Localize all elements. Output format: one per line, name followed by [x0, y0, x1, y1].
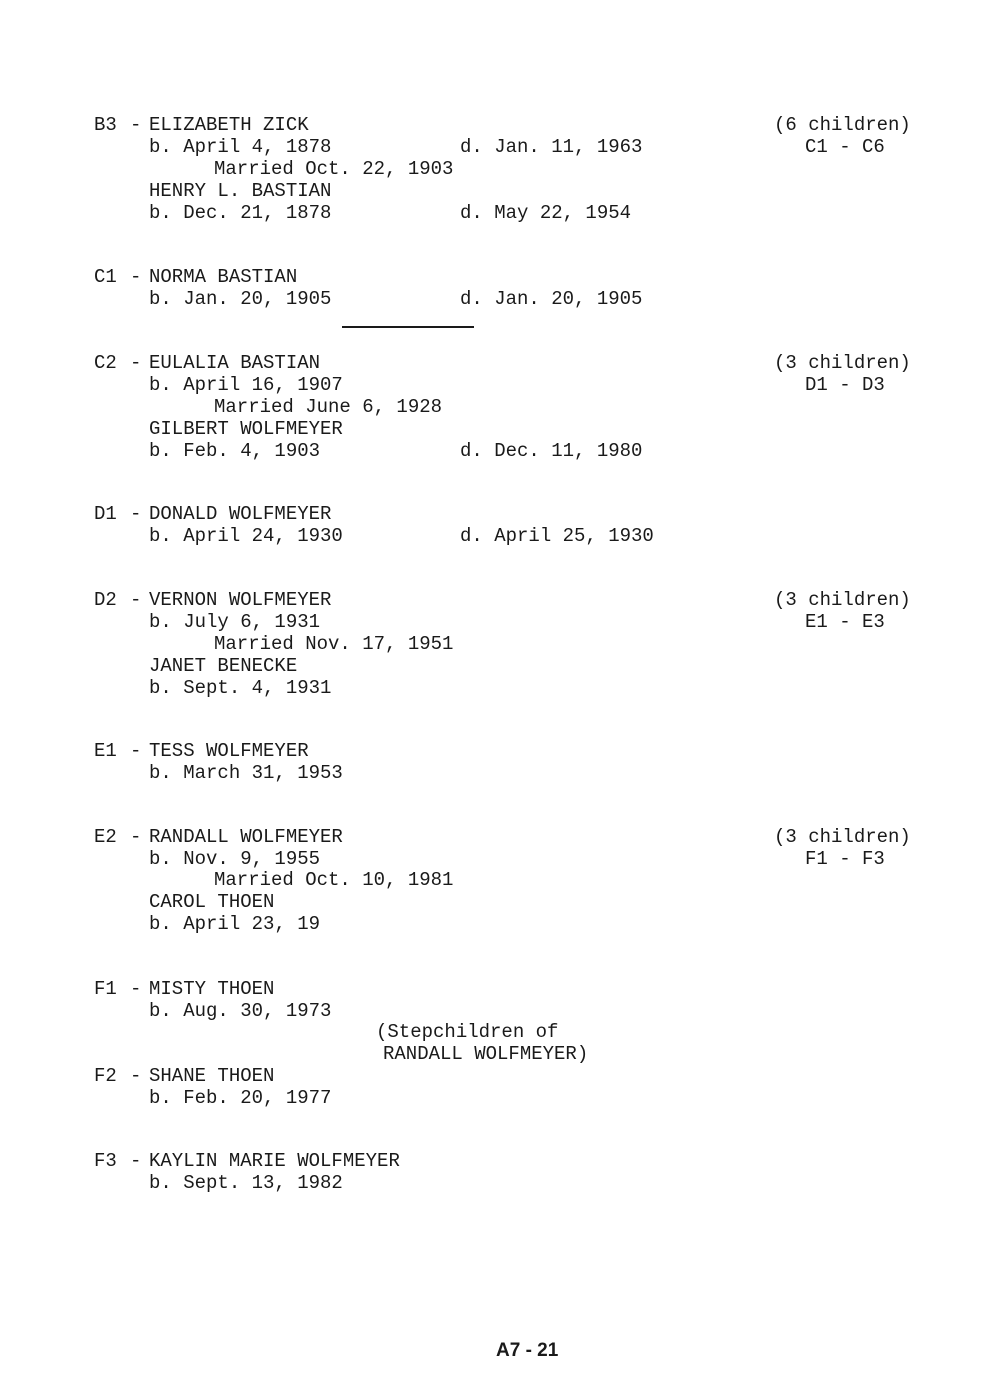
birth-date: b. March 31, 1953 [149, 762, 343, 784]
entry-name: EULALIA BASTIAN [149, 352, 321, 374]
entry-dash: - [130, 826, 142, 848]
entry-name: NORMA BASTIAN [149, 266, 298, 288]
children-count: (3 children) [774, 826, 911, 848]
entry-code: F3 [94, 1150, 117, 1172]
spouse-birth-date: b. Dec. 21, 1878 [149, 202, 332, 224]
entry-name: RANDALL WOLFMEYER [149, 826, 343, 848]
birth-date: b. April 4, 1878 [149, 136, 332, 158]
entry-code: D2 [94, 589, 117, 611]
entry-name: MISTY THOEN [149, 978, 275, 1000]
spouse-death-date: d. May 22, 1954 [460, 202, 632, 224]
entry-dash: - [130, 266, 142, 288]
entry-code: C1 [94, 266, 117, 288]
entry-dash: - [130, 352, 142, 374]
marriage-date: Married Nov. 17, 1951 [214, 633, 454, 655]
entry-name: TESS WOLFMEYER [149, 740, 309, 762]
death-date: d. April 25, 1930 [460, 525, 654, 547]
entry-dash: - [130, 978, 142, 1000]
birth-date: b. Sept. 13, 1982 [149, 1172, 343, 1194]
spouse-name: CAROL THOEN [149, 891, 275, 913]
entry-name: VERNON WOLFMEYER [149, 589, 332, 611]
children-count: (3 children) [774, 352, 911, 374]
spouse-birth-date: b. April 23, 19 [149, 913, 321, 935]
page-number: A7 - 21 [496, 1340, 559, 1361]
spouse-death-date: d. Dec. 11, 1980 [460, 440, 643, 462]
death-date: d. Jan. 20, 1905 [460, 288, 643, 310]
children-range: E1 - E3 [805, 611, 885, 633]
birth-date: b. Feb. 20, 1977 [149, 1087, 332, 1109]
birth-date: b. April 24, 1930 [149, 525, 343, 547]
entry-dash: - [130, 114, 142, 136]
entry-dash: - [130, 740, 142, 762]
entry-dash: - [130, 1065, 142, 1087]
entry-code: C2 [94, 352, 117, 374]
birth-date: b. April 16, 1907 [149, 374, 343, 396]
marriage-date: Married Oct. 10, 1981 [214, 869, 454, 891]
stepchildren-note-parent: RANDALL WOLFMEYER) [383, 1043, 589, 1065]
entry-name: KAYLIN MARIE WOLFMEYER [149, 1150, 400, 1172]
entry-code: F1 [94, 978, 117, 1000]
birth-date: b. Jan. 20, 1905 [149, 288, 332, 310]
children-range: C1 - C6 [805, 136, 885, 158]
spouse-name: HENRY L. BASTIAN [149, 180, 332, 202]
marriage-date: Married June 6, 1928 [214, 396, 443, 418]
entry-code: D1 [94, 503, 117, 525]
children-count: (3 children) [774, 589, 911, 611]
entry-code: E1 [94, 740, 117, 762]
entry-code: F2 [94, 1065, 117, 1087]
entry-name: DONALD WOLFMEYER [149, 503, 332, 525]
birth-date: b. Nov. 9, 1955 [149, 848, 321, 870]
entry-dash: - [130, 503, 142, 525]
section-divider [342, 326, 474, 328]
children-count: (6 children) [774, 114, 911, 136]
spouse-name: JANET BENECKE [149, 655, 298, 677]
entry-name: SHANE THOEN [149, 1065, 275, 1087]
spouse-name: GILBERT WOLFMEYER [149, 418, 343, 440]
birth-date: b. July 6, 1931 [149, 611, 321, 633]
stepchildren-note: (Stepchildren of [376, 1021, 559, 1043]
entry-dash: - [130, 1150, 142, 1172]
entry-code: E2 [94, 826, 117, 848]
spouse-birth-date: b. Sept. 4, 1931 [149, 677, 332, 699]
children-range: D1 - D3 [805, 374, 885, 396]
entry-name: ELIZABETH ZICK [149, 114, 309, 136]
spouse-birth-date: b. Feb. 4, 1903 [149, 440, 321, 462]
birth-date: b. Aug. 30, 1973 [149, 1000, 332, 1022]
entry-code: B3 [94, 114, 117, 136]
marriage-date: Married Oct. 22, 1903 [214, 158, 454, 180]
death-date: d. Jan. 11, 1963 [460, 136, 643, 158]
entry-dash: - [130, 589, 142, 611]
children-range: F1 - F3 [805, 848, 885, 870]
